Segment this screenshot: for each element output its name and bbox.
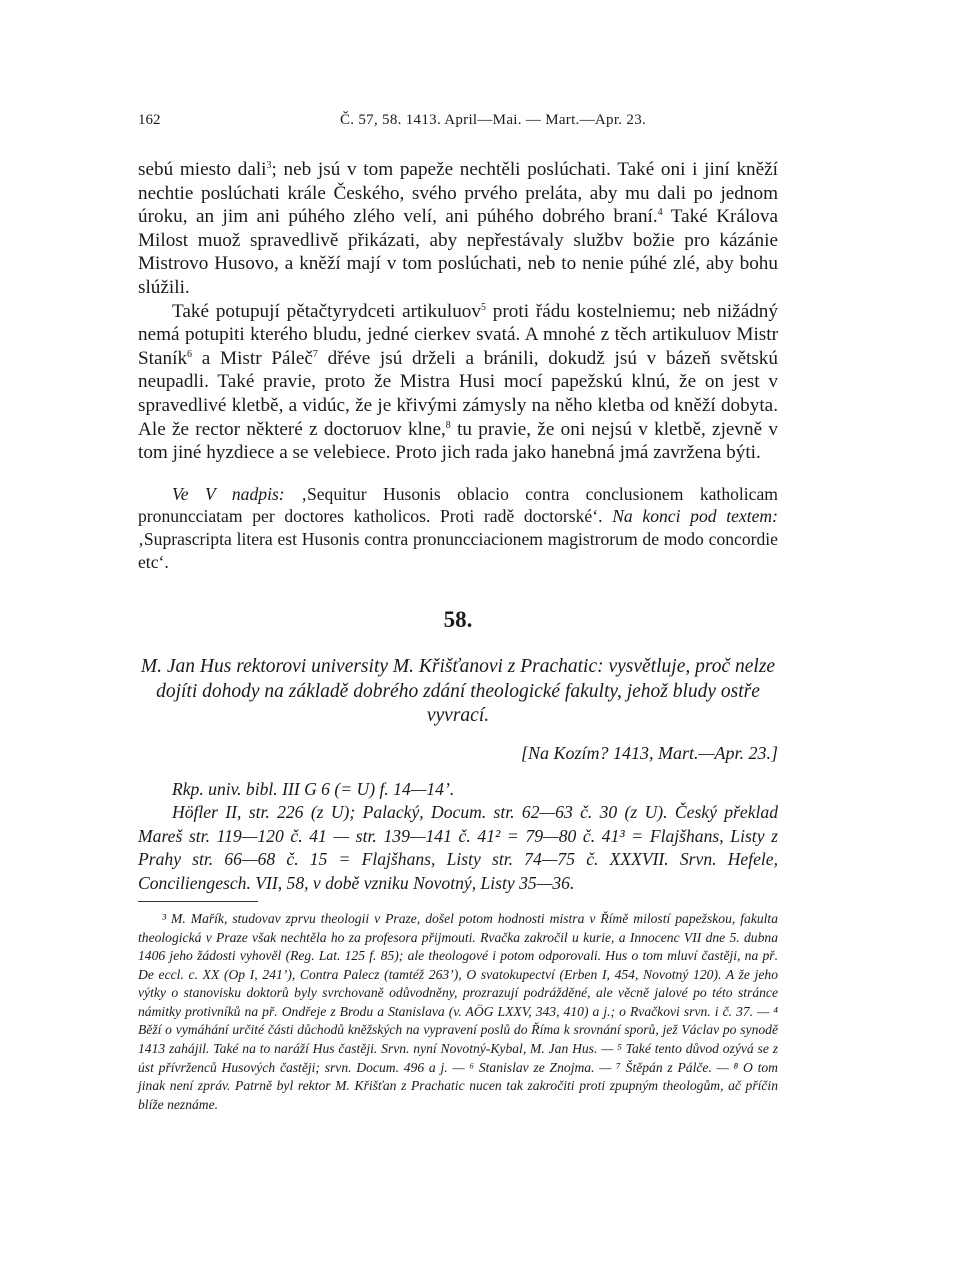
variant-label-2: Na konci pod textem:	[612, 506, 778, 527]
footnote-ref-5: 5	[480, 301, 486, 313]
running-head: Č. 57, 58. 1413. April—Mai. — Mart.—Apr. 23.	[339, 112, 647, 128]
variant-label-1: Ve V nadpis:	[172, 483, 285, 504]
footnote-divider	[138, 901, 258, 902]
footnote-ref-3: 3	[266, 160, 272, 171]
variant-text-1: ‚Sequitur Husonis oblacio contra conclusionem katholicam pronuncciatam per doctores katholicos. Proti radě doctorské‘.	[138, 483, 778, 527]
body-text	[138, 158, 778, 465]
footnotes: ³ M. Mařík, studovav zprvu theologii v Praze, došel potom hodnosti mistra v Římě milostí papežskou, fakulta theologická v Praze však nechtěla ho za profesora přijmouti. Rvačka zakročil u kurie, a Innocenc VII dne 5. dubna 1406 jeho žádosti vyhověl (Reg. Lat. 125 f. 85); ale theologové i potom odporovali. Hus o tom mluví častěji, na př. De eccl. c. XX (Op I, 241’), Contra Palecz (tamtéž 263’), O svatokupectví (Erben I, 454, Novotný 120). A že jeho výtky o stanovisku doktorů byly svrchovaně odůvodněny, prozrazují podrážděné, ale věcně jalové po této stránce námitky protivníků na př. Ondřeje z Brodu a Stanislava (v. AÖG LXXV, 343, 410) a j.; o Rvačkovi srvn. i č. 37. — ⁴ Běží o vymáhání určité části důchodů kněžských na vypravení poslů do Říma k srovnání sporů, jež Václav po synodě 1413 zahájil. Také na to naráží Hus častěji. Srvn. nyní Novotný-Kybal, M. Jan Hus. — ⁵ Také tento důvod ozývá se z úst přívrženců Husových častěji; srvn. Docum. 496 a j. — ⁶ Stanislav ze Znojma. — ⁷ Štěpán z Pálče. — ⁸ O tom jinak není zpráv. Patrně byl rektor M. Křišťan z Prachatic nucen tak zakročiti proti zpupným theologům, ač příčin blíže neznáme.	[138, 910, 778, 1112]
document-title: M. Jan Hus rektorovi university M. Křišťanovi z Prachatic: vysvětluje, proč nelze dojíti dohody na základě dobrého zdání theologické fakulty, jehož bludy ostře vyvrací.	[140, 656, 776, 727]
document-number: 58.	[443, 607, 473, 633]
text-run: tu pravie, že oni nejsú v kletbě, zjevně v tom jiné hyzdiece a se velebiece. Proto jich rada jako hanebná jmá zavržena býti.	[138, 418, 779, 464]
page-number: 162	[138, 112, 161, 128]
paragraph-2	[138, 300, 778, 465]
variant-text-2: ‚Suprascripta litera est Husonis contra pronuncciacionem magistrorum de modo concordie etc‘.	[138, 528, 778, 572]
page	[138, 112, 778, 1114]
footnote-ref-8: 8	[445, 419, 451, 431]
document-date: [Na Kozím? 1413, Mart.—Apr. 23.]	[520, 742, 778, 763]
text-run: dřéve jsú drželi a bránili, dokudž jsú v bázeň světskú neupadli. Také pravie, proto že Mistra Husi mocí papežskú klnú, že on jest v spravedlivé kletbě, a vidúc, že je křivými zámysly na něho kletba od kněží dobyta. Ale že rector některé z doctoruov klne,	[138, 347, 778, 440]
page-header	[138, 112, 778, 132]
text-run: a Mistr Páleč	[192, 347, 313, 369]
footnote-ref-4: 4	[657, 207, 663, 219]
paragraph-1	[138, 158, 778, 300]
text-run: sebú miesto dali	[138, 159, 267, 180]
variant-note	[138, 483, 778, 573]
text-run: ; neb jsú v tom papeže nechtěli poslúchati. Také oni i jiní kněží nechtie poslúchati krále Českého, svého prvého preláta, aby mu dali po jednom úroku, an jim ani púhého zlého velí, ani púhého dobrého braní.	[138, 159, 778, 228]
text-run: Také potupují pětačtyrydceti artikuluov	[172, 300, 481, 322]
footnote-ref-7: 7	[312, 348, 318, 360]
text-run: Také Králova Milost muož spravedlivě přikázati, aby nepřestávaly službv božie pro kázánie Mistrovo Husovo, a kněží mají v tom poslúchati, neb to nenie púhé zlé, aby bohu slúžili.	[138, 206, 778, 298]
sources-section	[138, 778, 778, 895]
manuscript-source: Rkp. univ. bibl. III G 6 (= U) f. 14—14’.	[172, 778, 455, 799]
footnote-ref-6: 6	[187, 348, 193, 360]
text-run: proti řádu kostelniemu; neb nižádný nemá potupiti kterého bludu, jedné cierkev svatá. A mnohé z těch artikuluov Mistr Staník	[138, 300, 778, 369]
editions-source: Höfler II, str. 226 (z U); Palacký, Docum. str. 62—63 č. 30 (z U). Český překlad Mareš str. 119—120 č. 41 — str. 139—141 č. 41² = 79—80 č. 41³ = Flajšhans, Listy z Prahy str. 66—68 č. 15 = Flajšhans, Listy str. 74—75 č. XXXVII. Srvn. Hefele, Conciliengesch. VII, 58, v době vzniku Novotný, Listy 35—36.	[138, 802, 778, 893]
